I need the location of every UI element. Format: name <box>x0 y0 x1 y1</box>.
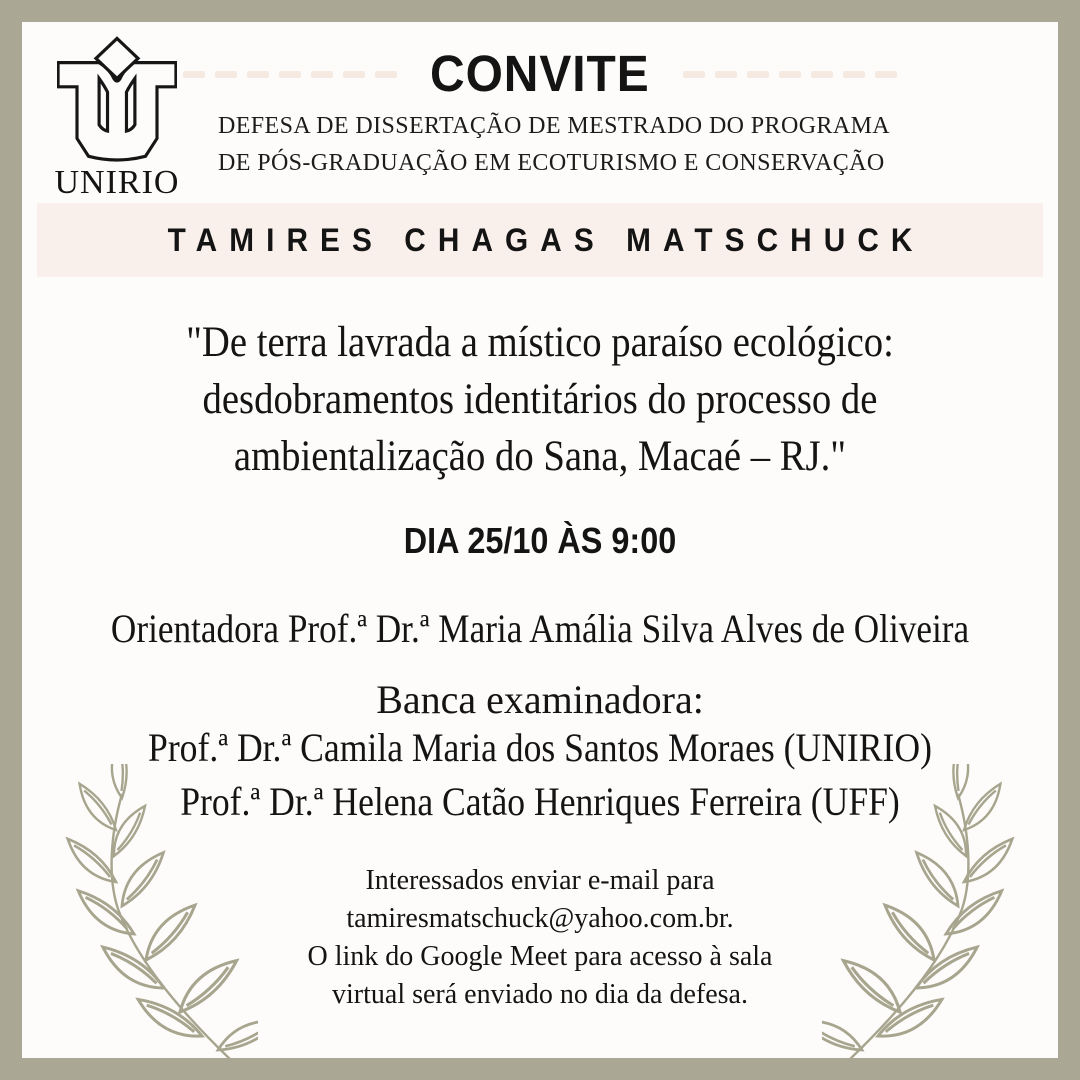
title-dashes-left <box>183 71 397 78</box>
dissertation-title-line-3: ambientalização do Sana, Macaé – RJ." <box>233 433 847 480</box>
unirio-logo-text: UNIRIO <box>54 164 180 201</box>
title-dashes-right <box>683 71 897 78</box>
dissertation-title-line-2: desdobramentos identitários do processo de <box>202 376 878 423</box>
invitation-card <box>22 22 1058 1058</box>
contact-info <box>22 862 1058 1014</box>
candidate-name-banner <box>37 203 1043 277</box>
committee-member: Prof.ª Dr.ª Helena Catão Henriques Ferreira (UFF) <box>180 779 900 824</box>
contact-line-4: virtual será enviado no dia da defesa. <box>332 979 748 1010</box>
contact-email: tamiresmatschuck@yahoo.com.br. <box>346 903 734 934</box>
dissertation-title-line-1: "De terra lavrada a místico paraíso ecológico: <box>186 319 894 366</box>
dissertation-title <box>74 314 1006 485</box>
candidate-name: TAMIRES CHAGAS MATSCHUCK <box>167 222 925 258</box>
committee-heading: Banca examinadora: <box>376 677 704 722</box>
subtitle-line-1: DEFESA DE DISSERTAÇÃO DE MESTRADO DO PROGRAMA <box>218 113 891 139</box>
contact-line-3: O link do Google Meet para acesso à sala <box>307 941 773 972</box>
subtitle-line-2: DE PÓS-GRADUAÇÃO EM ECOTURISMO E CONSERVAÇÃO <box>218 150 885 176</box>
advisor-line: Orientadora Prof.ª Dr.ª Maria Amália Silva Alves de Oliveira <box>110 606 970 651</box>
page-title: CONVITE <box>430 45 650 102</box>
unirio-logo <box>53 36 181 200</box>
program-subtitle <box>218 108 890 182</box>
contact-line-1: Interessados enviar e-mail para <box>365 865 715 896</box>
unirio-emblem-icon <box>57 36 177 164</box>
committee-member: Prof.ª Dr.ª Camila Maria dos Santos Moraes (UNIRIO) <box>148 725 932 770</box>
defense-datetime: DIA 25/10 ÀS 9:00 <box>403 520 677 561</box>
